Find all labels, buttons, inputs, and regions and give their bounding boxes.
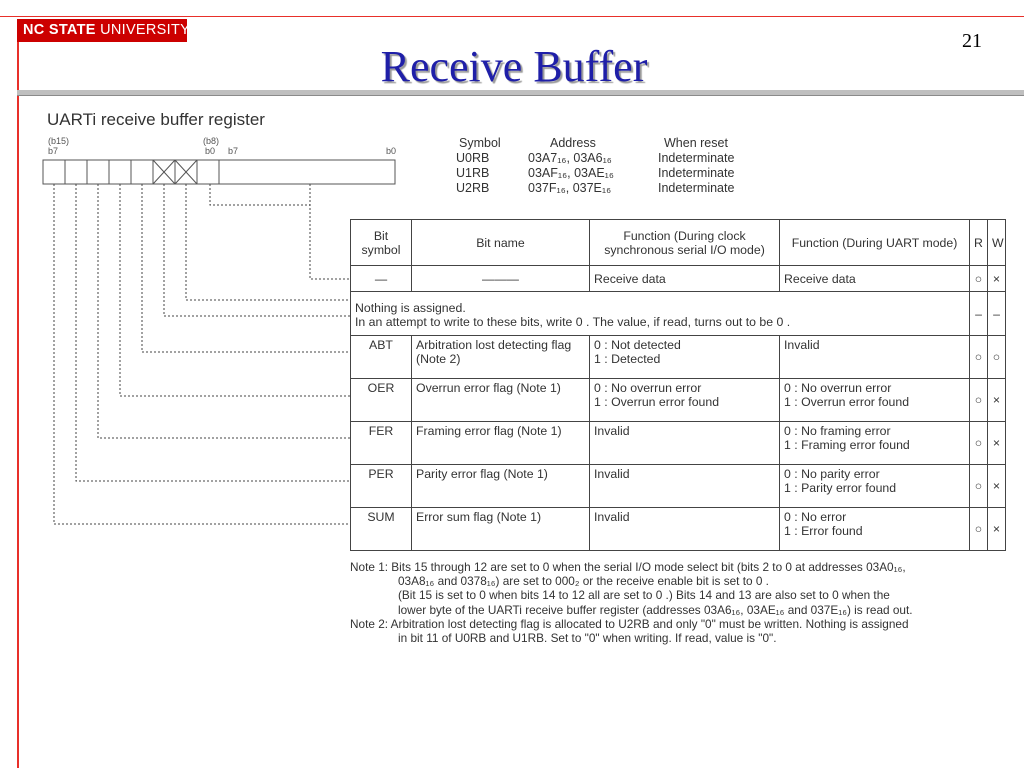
symbol-table	[456, 136, 778, 196]
symbol-table-row: U0RB 03A7₁₆, 03A6₁₆ Indeterminate	[456, 151, 735, 165]
bit-label-b7-mid: b7	[228, 146, 239, 156]
table-row: — ——— Receive data Receive data ○ ×	[351, 266, 1006, 292]
bit-function-table	[350, 219, 1006, 551]
table-row: PER Parity error flag (Note 1) Invalid 0 : No parity error 1 : Parity error found ○ ×	[351, 465, 1006, 508]
table-row: FER Framing error flag (Note 1) Invalid 0 : No framing error 1 : Framing error found ○ ×	[351, 422, 1006, 465]
register-title: UARTi receive buffer register	[47, 110, 265, 129]
note-1-line: (Bit 15 is set to 0 when bits 14 to 12 all are set to 0 .) Bits 14 and 13 are also set to 0 when the	[398, 588, 890, 603]
table-header-row	[351, 220, 1006, 266]
university-logo: NC STATE UNIVERSITY	[17, 19, 187, 42]
note-1-line: 03A8₁₆ and 0378₁₆) are set to 000₂ or the receive enable bit is set to 0 .	[398, 574, 769, 589]
notes	[350, 560, 1022, 645]
header-function-uart: Function (During UART mode)	[780, 220, 970, 266]
symbol-table-header: Symbol Address When reset	[459, 136, 728, 150]
header-bit-symbol: Bit symbol	[351, 220, 412, 266]
table-row-unassigned: Nothing is assigned. In an attempt to write to these bits, write 0 . The value, if read, turns out to be 0 . – –	[351, 292, 1006, 336]
bit-label-b7-left: b7	[48, 146, 59, 156]
note-1-line: Note 1: Bits 15 through 12 are set to 0 when the serial I/O mode select bit (bits 2 to 0 at addresses 03A0₁₆,	[350, 560, 906, 574]
table-row: OER Overrun error flag (Note 1) 0 : No overrun error 1 : Overrun error found 0 : No overrun error 1 : Overrun error found ○ ×	[351, 379, 1006, 422]
header-function-sync: Function (During clock synchronous serial I/O mode)	[590, 220, 780, 266]
bit-label-b15: (b15)	[48, 136, 70, 146]
note-1-line: lower byte of the UARTi receive buffer register (addresses 03A6₁₆, 03AE₁₆ and 037E₁₆) is read out.	[398, 602, 913, 617]
table-row: SUM Error sum flag (Note 1) Invalid 0 : No error 1 : Error found ○ ×	[351, 508, 1006, 551]
note-2-line: in bit 11 of U0RB and U1RB. Set to "0" when writing. If read, value is "0".	[398, 631, 777, 646]
page-number: 21	[962, 30, 982, 52]
header-w: W	[988, 220, 1006, 266]
header-r: R	[970, 220, 988, 266]
table-row: ABT Arbitration lost detecting flag (Note 2) 0 : Not detected 1 : Detected Invalid ○ ○	[351, 336, 1006, 379]
symbol-table-row: U1RB 03AF₁₆, 03AE₁₆ Indeterminate	[456, 166, 735, 180]
bit-label-b0-mid: b0	[205, 146, 216, 156]
slide-title: Receive Buffer	[380, 42, 648, 91]
header-bit-name: Bit name	[412, 220, 590, 266]
bit-label-b8: (b8)	[203, 136, 220, 146]
symbol-table-row: U2RB 037F₁₆, 037E₁₆ Indeterminate	[456, 181, 735, 195]
note-2-line: Note 2: Arbitration lost detecting flag is allocated to U2RB and only "0" must be written. Nothing is assigned	[350, 616, 909, 631]
bit-label-b0-right: b0	[386, 146, 397, 156]
